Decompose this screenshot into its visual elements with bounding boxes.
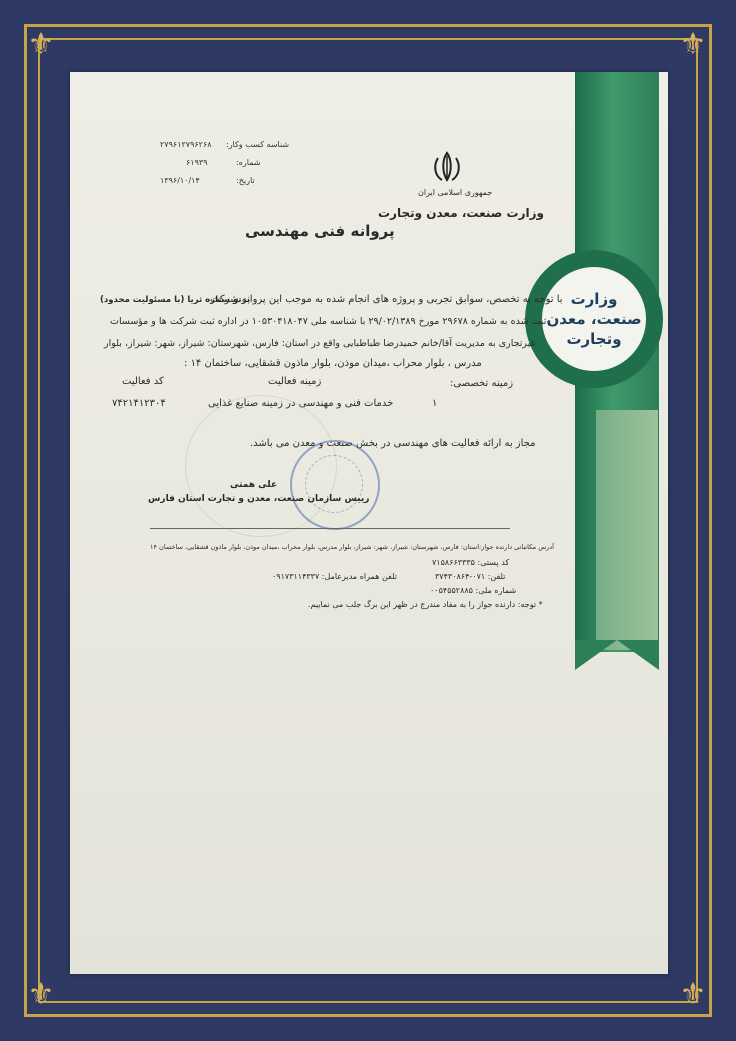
activity-header: زمینه فعالیت <box>268 376 322 387</box>
activity-row-code: ۷۴۲۱۴۱۲۳۰۴ <box>112 398 166 409</box>
number-value: ۶۱۹۳۹ <box>186 158 208 167</box>
date-label: تاریخ: <box>236 176 255 185</box>
iran-emblem-icon <box>430 150 464 184</box>
certificate-title: پروانه فنی مهندسی <box>245 222 395 240</box>
seal-line-1: وزارت <box>570 290 618 308</box>
body-line-3: غیرتجاری به مدیریت آقا/خانم حمیدرضا طباطبایی واقع در استان: فارس، شهرستان: شیراز، شهر: شیراز، بلوار <box>104 338 536 349</box>
body-line-2: ثبت شده به شماره ۲۹۶۷۸ مورخ ۲۹/۰۲/۱۳۸۹ با شناسه ملی ۱۰۵۳۰۴۱۸۰۴۷ در اداره ثبت شرکت ها و مؤسسات <box>110 316 547 327</box>
footer-note: * توجه: دارنده جواز را به مفاد مندرج در ظهر این برگ جلب می نماییم. <box>308 600 543 609</box>
signatory-name: علی همتی <box>230 480 278 490</box>
permit-statement: مجاز به ارائه فعالیت های مهندسی در بخش صنعت و معدن می باشد. <box>250 438 536 449</box>
business-id-value: ۲۷۹۶۱۲۷۹۶۲۶۸ <box>160 140 212 149</box>
body-line-1: با توجه به تخصص، سوابق تجربی و پروژه های انجام شده به موجب این پروانه شرکت <box>210 294 563 305</box>
fleur-de-lis-icon: ⚜ <box>679 977 707 1012</box>
activity-row-name: خدمات فنی و مهندسی در زمینه صنایع غذایی <box>208 398 394 409</box>
business-id-label: شناسه کسب وکار: <box>226 140 290 149</box>
footer-postal: کد پستی: ۷۱۵۸۶۶۳۳۳۵ <box>432 558 510 567</box>
code-header: کد فعالیت <box>122 376 164 387</box>
fleur-de-lis-icon: ⚜ <box>27 27 55 62</box>
date-value: ۱۳۹۶/۱۰/۱۴ <box>160 176 200 185</box>
ribbon-tail <box>575 640 659 670</box>
ministry-name: وزارت صنعت، معدن وتجارت <box>378 206 544 220</box>
activity-row-number: ۱ <box>432 398 438 409</box>
company-name: پرتو ستاره ثریا (با مسئولیت محدود) <box>100 295 251 305</box>
specialty-label: زمینه تخصصی: <box>450 378 514 389</box>
footer-divider <box>150 528 510 529</box>
official-stamp-inner <box>305 455 363 513</box>
footer-address: آدرس مکاتباتی دارنده جواز:استان: فارس، شهرستان: شیراز، شهر: شیراز، بلوار مدرس، بلوار محراب ،میدان موذن، بلوار ماذون قشقایی، ساختمان ۱۴ <box>150 543 554 551</box>
country-name: جمهوری اسلامی ایران <box>418 188 493 197</box>
seal-line-3: وتجارت <box>566 330 622 348</box>
footer-national-id: شماره ملی: ۰۰۵۴۵۵۲۸۸۵ <box>430 586 517 595</box>
body-line-4: مدرس ، بلوار محراب ،میدان موذن، بلوار ماذون قشقایی، ساختمان ۱۴ : <box>184 358 482 369</box>
number-label: شماره: <box>236 158 261 167</box>
footer-phone: تلفن: ۰۷۱-۳۷۴۳۰۸۶۴ <box>435 572 506 581</box>
seal-line-2: صنعت، معدن <box>546 310 642 328</box>
green-ribbon-light <box>596 410 658 650</box>
fleur-de-lis-icon: ⚜ <box>679 27 707 62</box>
signatory-position: رییس سازمان صنعت، معدن و تجارت استان فارس <box>148 494 370 504</box>
footer-mobile: تلفن همراه مدیرعامل: ۰۹۱۷۳۱۱۴۳۳۷ <box>272 572 397 581</box>
fleur-de-lis-icon: ⚜ <box>27 977 55 1012</box>
